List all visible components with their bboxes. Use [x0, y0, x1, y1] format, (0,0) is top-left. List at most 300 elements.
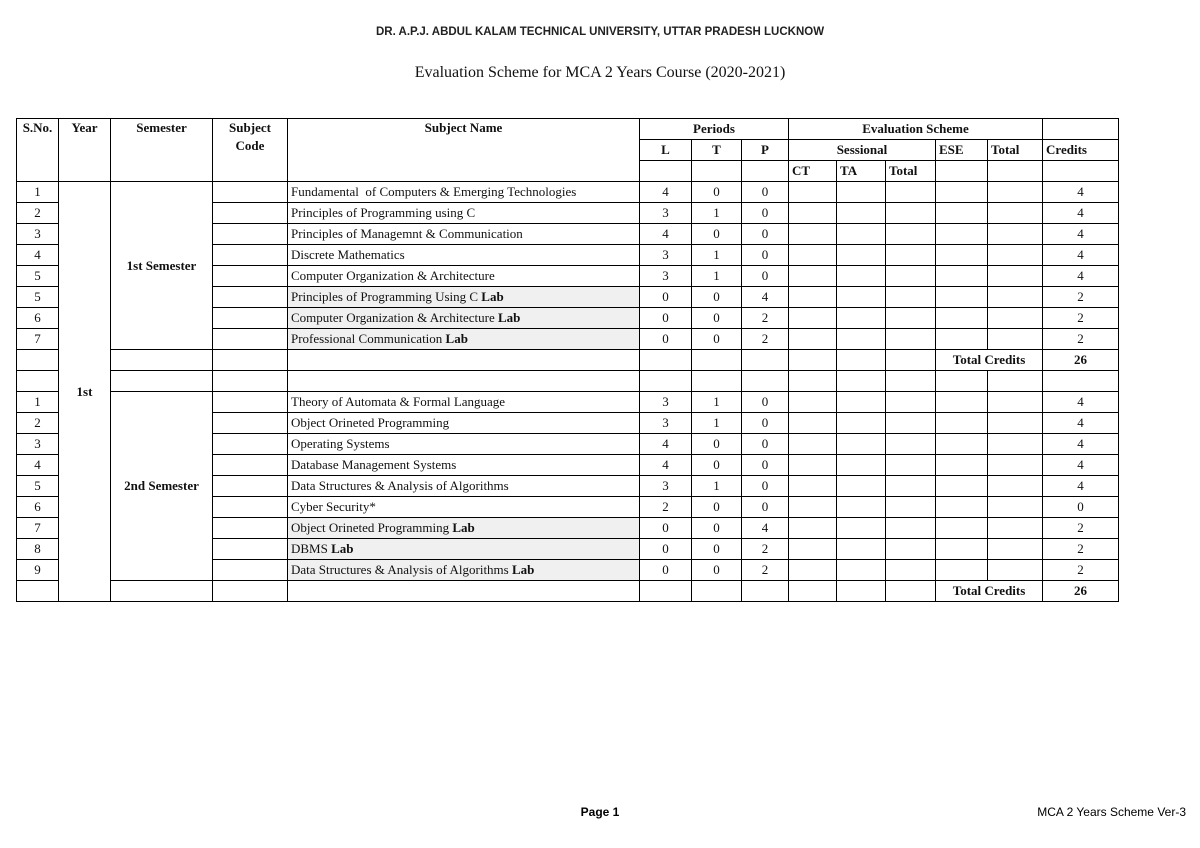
semester-2-cell: 2nd Semester	[111, 392, 213, 581]
ct-cell	[789, 308, 837, 329]
sno-cell: 2	[17, 413, 59, 434]
table-row	[17, 182, 1119, 203]
ese-cell	[936, 413, 988, 434]
col-header-sessional-total: Total	[886, 161, 936, 182]
total-cell	[988, 182, 1043, 203]
period-t-cell: 0	[692, 329, 742, 350]
subject-code-cell	[213, 266, 288, 287]
subject-code-cell	[213, 224, 288, 245]
table-row	[17, 392, 1119, 413]
sno-cell: 6	[17, 308, 59, 329]
ct-cell	[789, 203, 837, 224]
sno-cell: 9	[17, 560, 59, 581]
sessional-total-cell	[886, 245, 936, 266]
subject-name-cell	[288, 560, 640, 581]
subject-name-cell	[288, 497, 640, 518]
subject-name-cell	[288, 266, 640, 287]
total-credits-value: 26	[1043, 581, 1119, 602]
ese-cell	[936, 539, 988, 560]
subject-name-cell	[288, 518, 640, 539]
col-header-l-blank	[640, 161, 692, 182]
ct-cell	[789, 182, 837, 203]
total-cell	[988, 518, 1043, 539]
sno-cell: 3	[17, 434, 59, 455]
period-l-cell: 0	[640, 560, 692, 581]
period-l-cell: 0	[640, 287, 692, 308]
period-p-cell: 0	[742, 392, 789, 413]
subject-code-cell	[213, 182, 288, 203]
subject-name-cell	[288, 413, 640, 434]
sessional-total-cell	[886, 476, 936, 497]
sessional-total-cell	[886, 287, 936, 308]
ese-cell	[936, 224, 988, 245]
period-p-cell: 0	[742, 203, 789, 224]
col-header-sessional: Sessional	[789, 140, 936, 161]
ta-cell	[837, 287, 886, 308]
ct-cell	[789, 245, 837, 266]
col-header-ese-blank	[936, 161, 988, 182]
credits-cell: 4	[1043, 203, 1119, 224]
subject-name: Object Orineted Programming	[291, 520, 453, 535]
period-l-cell: 4	[640, 434, 692, 455]
sno-cell: 4	[17, 245, 59, 266]
col-header-p-blank	[742, 161, 789, 182]
sno-cell	[17, 371, 59, 392]
period-l-cell	[640, 350, 692, 371]
subject-code-cell	[213, 329, 288, 350]
sessional-total-cell	[886, 224, 936, 245]
credits-cell: 2	[1043, 329, 1119, 350]
sessional-total-cell	[886, 560, 936, 581]
ese-cell	[936, 455, 988, 476]
subject-name-cell	[288, 371, 640, 392]
total-cell	[988, 266, 1043, 287]
sno-cell: 7	[17, 329, 59, 350]
credits-cell: 2	[1043, 518, 1119, 539]
subject-name-cell	[288, 581, 640, 602]
subject-name-cell	[288, 245, 640, 266]
period-t-cell: 0	[692, 518, 742, 539]
col-header-empty	[1043, 119, 1119, 140]
subject-code-cell	[213, 245, 288, 266]
sno-cell	[17, 581, 59, 602]
period-l-cell: 3	[640, 266, 692, 287]
subject-code-cell	[213, 434, 288, 455]
subject-name: Object Orineted Programming	[291, 415, 450, 430]
period-t-cell: 0	[692, 539, 742, 560]
lab-tag: Lab	[452, 520, 475, 535]
col-header-ese: ESE	[936, 140, 988, 161]
year-cell: 1st	[59, 182, 111, 602]
period-l-cell: 4	[640, 182, 692, 203]
ct-cell	[789, 434, 837, 455]
credits-cell: 4	[1043, 476, 1119, 497]
subject-name-cell	[288, 308, 640, 329]
period-p-cell	[742, 350, 789, 371]
credits-cell: 4	[1043, 392, 1119, 413]
period-l-cell: 0	[640, 539, 692, 560]
col-header-evaluation-scheme: Evaluation Scheme	[789, 119, 1043, 140]
ta-cell	[837, 518, 886, 539]
period-t-cell: 0	[692, 434, 742, 455]
credits-cell: 0	[1043, 497, 1119, 518]
credits-cell: 4	[1043, 434, 1119, 455]
ta-cell	[837, 497, 886, 518]
total-cell	[988, 224, 1043, 245]
ta-cell	[837, 308, 886, 329]
period-l-cell: 4	[640, 224, 692, 245]
ta-cell	[837, 203, 886, 224]
total-credits-label: Total Credits	[936, 350, 1043, 371]
ese-cell	[936, 266, 988, 287]
sno-cell: 3	[17, 224, 59, 245]
subject-name: Computer Organization & Architecture	[291, 310, 498, 325]
subject-name-cell	[288, 392, 640, 413]
subject-name: Theory of Automata & Formal Language	[291, 394, 506, 409]
period-l-cell: 2	[640, 497, 692, 518]
total-cell	[988, 392, 1043, 413]
sessional-total-cell	[886, 539, 936, 560]
subject-code-cell	[213, 497, 288, 518]
period-t-cell: 1	[692, 203, 742, 224]
credits-cell: 4	[1043, 455, 1119, 476]
period-t-cell: 0	[692, 497, 742, 518]
sessional-total-cell	[886, 182, 936, 203]
document-title: Evaluation Scheme for MCA 2 Years Course (2020-2021)	[414, 64, 786, 81]
subject-code-cell	[213, 476, 288, 497]
subject-name: Data Structures & Analysis of Algorithms	[291, 478, 509, 493]
sno-cell: 2	[17, 203, 59, 224]
sessional-total-cell	[886, 518, 936, 539]
period-p-cell: 0	[742, 266, 789, 287]
col-header-credits: Credits	[1043, 140, 1119, 161]
subject-code-cell	[213, 539, 288, 560]
ct-cell	[789, 287, 837, 308]
credits-cell	[1043, 371, 1119, 392]
period-l-cell	[640, 371, 692, 392]
period-t-cell: 1	[692, 266, 742, 287]
sessional-total-cell	[886, 434, 936, 455]
sno-cell: 1	[17, 182, 59, 203]
col-header-l: L	[640, 140, 692, 161]
ta-cell	[837, 413, 886, 434]
subject-code-cell	[213, 413, 288, 434]
period-l-cell: 3	[640, 245, 692, 266]
period-p-cell: 4	[742, 518, 789, 539]
subject-name: Fundamental of Computers & Emerging Technologies	[291, 184, 577, 199]
period-p-cell	[742, 371, 789, 392]
ta-cell	[837, 224, 886, 245]
total-credits-row	[17, 350, 1119, 371]
subject-code-cell	[213, 560, 288, 581]
period-t-cell: 0	[692, 182, 742, 203]
ct-cell	[789, 455, 837, 476]
sessional-total-cell	[886, 350, 936, 371]
subject-code-cell	[213, 392, 288, 413]
subject-name-cell	[288, 476, 640, 497]
total-cell	[988, 287, 1043, 308]
sessional-total-cell	[886, 455, 936, 476]
ct-cell	[789, 329, 837, 350]
subject-code-cell	[213, 308, 288, 329]
subject-code-line2: Code	[235, 138, 265, 153]
col-header-ct: CT	[789, 161, 837, 182]
subject-name: Data Structures & Analysis of Algorithms	[291, 562, 512, 577]
ct-cell	[789, 392, 837, 413]
col-header-semester: Semester	[111, 119, 213, 182]
subject-code-cell	[213, 518, 288, 539]
subject-code-cell	[213, 581, 288, 602]
sessional-total-cell	[886, 497, 936, 518]
period-t-cell: 1	[692, 413, 742, 434]
total-cell	[988, 476, 1043, 497]
ta-cell	[837, 266, 886, 287]
col-header-year: Year	[59, 119, 111, 182]
ese-cell	[936, 518, 988, 539]
ct-cell	[789, 413, 837, 434]
period-l-cell: 0	[640, 308, 692, 329]
subject-name: DBMS	[291, 541, 332, 556]
sessional-total-cell	[886, 203, 936, 224]
ese-cell	[936, 371, 988, 392]
period-l-cell: 0	[640, 518, 692, 539]
period-t-cell: 0	[692, 287, 742, 308]
sno-cell: 7	[17, 518, 59, 539]
period-t-cell: 0	[692, 224, 742, 245]
total-cell	[988, 455, 1043, 476]
evaluation-scheme-table	[16, 118, 1119, 602]
col-header-subject-name: Subject Name	[288, 119, 640, 182]
period-p-cell: 2	[742, 560, 789, 581]
spacer-row	[17, 371, 1119, 392]
ta-cell	[837, 371, 886, 392]
subject-name-cell	[288, 329, 640, 350]
period-t-cell: 1	[692, 245, 742, 266]
sno-cell: 6	[17, 497, 59, 518]
subject-code-cell	[213, 371, 288, 392]
sno-cell: 5	[17, 476, 59, 497]
period-l-cell: 3	[640, 203, 692, 224]
ese-cell	[936, 329, 988, 350]
total-credits-value: 26	[1043, 350, 1119, 371]
total-cell	[988, 539, 1043, 560]
subject-name: Database Management Systems	[291, 457, 457, 472]
total-cell	[988, 413, 1043, 434]
ese-cell	[936, 245, 988, 266]
ct-cell	[789, 497, 837, 518]
semester-cell	[111, 581, 213, 602]
ta-cell	[837, 581, 886, 602]
ese-cell	[936, 476, 988, 497]
period-l-cell: 0	[640, 329, 692, 350]
ct-cell	[789, 266, 837, 287]
total-credits-row	[17, 581, 1119, 602]
credits-cell: 2	[1043, 560, 1119, 581]
subject-name-cell	[288, 350, 640, 371]
sno-cell: 1	[17, 392, 59, 413]
period-p-cell: 0	[742, 434, 789, 455]
col-header-total-blank	[988, 161, 1043, 182]
ct-cell	[789, 560, 837, 581]
subject-name-cell	[288, 539, 640, 560]
subject-code-line1: Subject	[229, 120, 271, 135]
ct-cell	[789, 224, 837, 245]
period-l-cell: 3	[640, 392, 692, 413]
total-cell	[988, 560, 1043, 581]
sessional-total-cell	[886, 266, 936, 287]
ct-cell	[789, 539, 837, 560]
subject-code-cell	[213, 287, 288, 308]
ta-cell	[837, 392, 886, 413]
total-cell	[988, 203, 1043, 224]
period-t-cell	[692, 350, 742, 371]
subject-name: Professional Communication	[291, 331, 446, 346]
period-t-cell	[692, 371, 742, 392]
col-header-total: Total	[988, 140, 1043, 161]
period-p-cell: 2	[742, 539, 789, 560]
period-p-cell: 2	[742, 308, 789, 329]
period-p-cell: 0	[742, 455, 789, 476]
ese-cell	[936, 182, 988, 203]
period-t-cell: 1	[692, 476, 742, 497]
period-p-cell	[742, 581, 789, 602]
total-credits-label: Total Credits	[936, 581, 1043, 602]
sno-cell: 5	[17, 287, 59, 308]
credits-cell: 4	[1043, 413, 1119, 434]
subject-name: Cyber Security*	[291, 499, 376, 514]
col-header-t: T	[692, 140, 742, 161]
page-number: Page 1	[580, 805, 620, 819]
subject-name-cell	[288, 434, 640, 455]
semester-cell	[111, 350, 213, 371]
ct-cell	[789, 476, 837, 497]
period-p-cell: 0	[742, 476, 789, 497]
sessional-total-cell	[886, 413, 936, 434]
ese-cell	[936, 434, 988, 455]
ct-cell	[789, 518, 837, 539]
total-cell	[988, 371, 1043, 392]
ta-cell	[837, 476, 886, 497]
university-header: DR. A.P.J. ABDUL KALAM TECHNICAL UNIVERSITY, UTTAR PRADESH LUCKNOW	[375, 26, 825, 38]
credits-cell: 4	[1043, 182, 1119, 203]
total-cell	[988, 434, 1043, 455]
semester-cell	[111, 371, 213, 392]
subject-name: Principles of Managemnt & Communication	[291, 226, 523, 241]
sno-cell: 8	[17, 539, 59, 560]
period-p-cell: 0	[742, 245, 789, 266]
ta-cell	[837, 455, 886, 476]
ta-cell	[837, 329, 886, 350]
ese-cell	[936, 308, 988, 329]
lab-tag: Lab	[497, 310, 521, 325]
period-t-cell: 0	[692, 560, 742, 581]
subject-code-cell	[213, 455, 288, 476]
ese-cell	[936, 287, 988, 308]
subject-name-cell	[288, 287, 640, 308]
sessional-total-cell	[886, 392, 936, 413]
period-p-cell: 4	[742, 287, 789, 308]
ta-cell	[837, 539, 886, 560]
lab-tag: Lab	[511, 562, 535, 577]
col-header-ta: TA	[837, 161, 886, 182]
subject-name-cell	[288, 182, 640, 203]
ta-cell	[837, 434, 886, 455]
total-cell	[988, 245, 1043, 266]
period-l-cell: 3	[640, 476, 692, 497]
subject-name: Principles of Programming Using C	[291, 289, 482, 304]
ta-cell	[837, 182, 886, 203]
semester-1-cell: 1st Semester	[111, 182, 213, 350]
lab-tag: Lab	[331, 541, 354, 556]
period-t-cell: 0	[692, 455, 742, 476]
col-header-sno: S.No.	[17, 119, 59, 182]
ese-cell	[936, 203, 988, 224]
credits-cell: 2	[1043, 308, 1119, 329]
scheme-table-body	[17, 182, 1119, 602]
sessional-total-cell	[886, 581, 936, 602]
sessional-total-cell	[886, 308, 936, 329]
ta-cell	[837, 350, 886, 371]
col-header-t-blank	[692, 161, 742, 182]
total-cell	[988, 497, 1043, 518]
credits-cell: 2	[1043, 539, 1119, 560]
credits-cell: 4	[1043, 224, 1119, 245]
lab-tag: Lab	[481, 289, 504, 304]
col-header-subject-code	[213, 119, 288, 182]
period-p-cell: 0	[742, 413, 789, 434]
period-t-cell: 1	[692, 392, 742, 413]
period-l-cell	[640, 581, 692, 602]
credits-cell: 4	[1043, 245, 1119, 266]
period-t-cell: 0	[692, 308, 742, 329]
scheme-version: MCA 2 Years Scheme Ver-3	[1037, 805, 1186, 819]
subject-code-cell	[213, 203, 288, 224]
sno-cell: 4	[17, 455, 59, 476]
subject-name: Operating Systems	[291, 436, 390, 451]
subject-name: Discrete Mathematics	[291, 247, 405, 262]
lab-tag: Lab	[445, 331, 468, 346]
subject-name-cell	[288, 224, 640, 245]
ct-cell	[789, 350, 837, 371]
col-header-p: P	[742, 140, 789, 161]
ta-cell	[837, 560, 886, 581]
subject-name-cell	[288, 455, 640, 476]
sno-cell: 5	[17, 266, 59, 287]
ese-cell	[936, 392, 988, 413]
sno-cell	[17, 350, 59, 371]
ct-cell	[789, 581, 837, 602]
period-p-cell: 0	[742, 182, 789, 203]
subject-code-cell	[213, 350, 288, 371]
subject-name: Principles of Programming using C	[291, 205, 476, 220]
ta-cell	[837, 245, 886, 266]
period-p-cell: 2	[742, 329, 789, 350]
col-header-periods: Periods	[640, 119, 789, 140]
sessional-total-cell	[886, 371, 936, 392]
sessional-total-cell	[886, 329, 936, 350]
total-cell	[988, 308, 1043, 329]
period-p-cell: 0	[742, 224, 789, 245]
total-cell	[988, 329, 1043, 350]
period-l-cell: 3	[640, 413, 692, 434]
ese-cell	[936, 497, 988, 518]
ct-cell	[789, 371, 837, 392]
period-t-cell	[692, 581, 742, 602]
credits-cell: 4	[1043, 266, 1119, 287]
subject-name: Computer Organization & Architecture	[291, 268, 495, 283]
period-p-cell: 0	[742, 497, 789, 518]
col-header-credits-blank	[1043, 161, 1119, 182]
